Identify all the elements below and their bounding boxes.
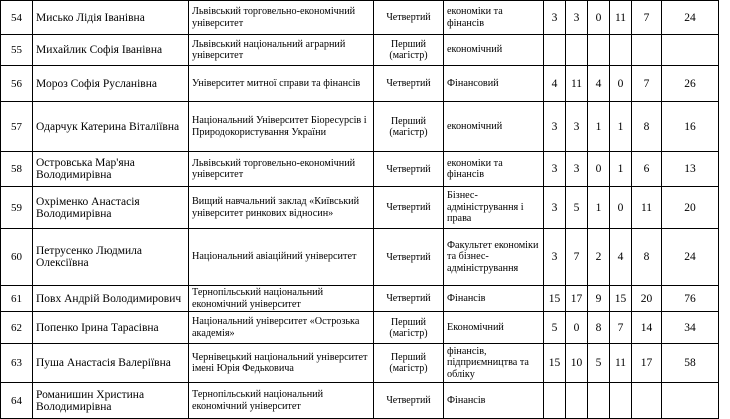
score-1: 15 bbox=[544, 286, 566, 312]
score-3: 1 bbox=[588, 102, 610, 152]
score-5: 20 bbox=[632, 286, 662, 312]
score-3: 2 bbox=[588, 229, 610, 286]
score-5 bbox=[632, 35, 662, 66]
university-name: Львівський національний аграрний університет bbox=[189, 35, 374, 66]
faculty-name: економічний bbox=[444, 102, 544, 152]
score-4: 11 bbox=[610, 344, 632, 383]
score-4: 7 bbox=[610, 312, 632, 344]
score-4: 4 bbox=[610, 229, 632, 286]
student-name: Петрусенко Людмила Олексіївна bbox=[33, 229, 189, 286]
faculty-name: фінансів, підприємництва та обліку bbox=[444, 344, 544, 383]
university-name: Вищий навчальний заклад «Київський університет ринкових відносин» bbox=[189, 187, 374, 229]
faculty-name: Економічний bbox=[444, 312, 544, 344]
faculty-name: Бізнес-адміністрування і права bbox=[444, 187, 544, 229]
university-name: Національний Університет Біоресурсів і Природокористування України bbox=[189, 102, 374, 152]
total-score: 58 bbox=[662, 344, 719, 383]
faculty-name: економіки та фінансів bbox=[444, 152, 544, 187]
row-number: 54 bbox=[1, 1, 33, 35]
table-row bbox=[1, 1, 719, 35]
score-5 bbox=[632, 383, 662, 419]
score-5: 14 bbox=[632, 312, 662, 344]
score-5: 6 bbox=[632, 152, 662, 187]
score-1: 4 bbox=[544, 66, 566, 102]
score-5: 8 bbox=[632, 102, 662, 152]
score-2: 17 bbox=[566, 286, 588, 312]
student-name: Мороз Софія Русланівна bbox=[33, 66, 189, 102]
total-score bbox=[662, 35, 719, 66]
row-number: 58 bbox=[1, 152, 33, 187]
course-year: Перший (магістр) bbox=[374, 35, 444, 66]
score-2: 3 bbox=[566, 152, 588, 187]
student-name: Романишин Христина Володимирівна bbox=[33, 383, 189, 419]
faculty-name: Фінансів bbox=[444, 286, 544, 312]
score-5: 11 bbox=[632, 187, 662, 229]
table-row bbox=[1, 187, 719, 229]
faculty-name: економіки та фінансів bbox=[444, 1, 544, 35]
student-name: Островська Мар'яна Володимирівна bbox=[33, 152, 189, 187]
score-4 bbox=[610, 383, 632, 419]
score-3 bbox=[588, 35, 610, 66]
total-score: 34 bbox=[662, 312, 719, 344]
score-3: 1 bbox=[588, 187, 610, 229]
student-name: Михайлик Софія Іванівна bbox=[33, 35, 189, 66]
score-3: 8 bbox=[588, 312, 610, 344]
score-4: 1 bbox=[610, 102, 632, 152]
faculty-name: Фінансовий bbox=[444, 66, 544, 102]
university-name: Національний університет «Острозька академія» bbox=[189, 312, 374, 344]
university-name: Львівський торговельно-економічний університет bbox=[189, 152, 374, 187]
score-1: 15 bbox=[544, 344, 566, 383]
student-name: Одарчук Катерина Віталіївна bbox=[33, 102, 189, 152]
row-number: 61 bbox=[1, 286, 33, 312]
course-year: Четвертий bbox=[374, 383, 444, 419]
course-year: Перший (магістр) bbox=[374, 344, 444, 383]
score-1: 3 bbox=[544, 187, 566, 229]
score-2 bbox=[566, 35, 588, 66]
score-1 bbox=[544, 383, 566, 419]
course-year: Четвертий bbox=[374, 1, 444, 35]
score-1: 3 bbox=[544, 1, 566, 35]
total-score: 16 bbox=[662, 102, 719, 152]
university-name: Університет митної справи та фінансів bbox=[189, 66, 374, 102]
university-name: Тернопільський національний економічний університет bbox=[189, 383, 374, 419]
faculty-name: Факультет економіки та бізнес-адміністрування bbox=[444, 229, 544, 286]
university-name: Чернівецький національний університет імені Юрія Федьковича bbox=[189, 344, 374, 383]
course-year: Четвертий bbox=[374, 66, 444, 102]
score-3: 0 bbox=[588, 1, 610, 35]
score-3: 5 bbox=[588, 344, 610, 383]
table-row bbox=[1, 66, 719, 102]
row-number: 59 bbox=[1, 187, 33, 229]
table-row bbox=[1, 312, 719, 344]
score-1: 3 bbox=[544, 152, 566, 187]
score-2: 3 bbox=[566, 102, 588, 152]
score-2: 11 bbox=[566, 66, 588, 102]
student-name: Пуша Анастасія Валеріївна bbox=[33, 344, 189, 383]
score-2: 7 bbox=[566, 229, 588, 286]
score-5: 8 bbox=[632, 229, 662, 286]
total-score: 13 bbox=[662, 152, 719, 187]
table-row bbox=[1, 344, 719, 383]
course-year: Четвертий bbox=[374, 286, 444, 312]
total-score: 76 bbox=[662, 286, 719, 312]
table-row bbox=[1, 286, 719, 312]
table-row bbox=[1, 383, 719, 419]
university-name: Львівський торговельно-економічний університет bbox=[189, 1, 374, 35]
score-2: 3 bbox=[566, 1, 588, 35]
score-4: 0 bbox=[610, 187, 632, 229]
course-year: Четвертий bbox=[374, 187, 444, 229]
table-row bbox=[1, 152, 719, 187]
score-4: 15 bbox=[610, 286, 632, 312]
total-score bbox=[662, 383, 719, 419]
score-3: 9 bbox=[588, 286, 610, 312]
student-name: Попенко Ірина Тарасівна bbox=[33, 312, 189, 344]
score-5: 7 bbox=[632, 66, 662, 102]
score-4: 11 bbox=[610, 1, 632, 35]
row-number: 60 bbox=[1, 229, 33, 286]
faculty-name: Фінансів bbox=[444, 383, 544, 419]
score-1 bbox=[544, 35, 566, 66]
score-1: 5 bbox=[544, 312, 566, 344]
score-3: 4 bbox=[588, 66, 610, 102]
score-2: 0 bbox=[566, 312, 588, 344]
score-2: 5 bbox=[566, 187, 588, 229]
score-1: 3 bbox=[544, 229, 566, 286]
score-3 bbox=[588, 383, 610, 419]
score-4: 1 bbox=[610, 152, 632, 187]
score-2 bbox=[566, 383, 588, 419]
score-4 bbox=[610, 35, 632, 66]
row-number: 55 bbox=[1, 35, 33, 66]
table-row bbox=[1, 229, 719, 286]
table-row bbox=[1, 102, 719, 152]
table-row bbox=[1, 35, 719, 66]
score-2: 10 bbox=[566, 344, 588, 383]
row-number: 62 bbox=[1, 312, 33, 344]
student-name: Повх Андрій Володимирович bbox=[33, 286, 189, 312]
student-name: Охріменко Анастасія Володимирівна bbox=[33, 187, 189, 229]
score-5: 17 bbox=[632, 344, 662, 383]
total-score: 24 bbox=[662, 229, 719, 286]
total-score: 20 bbox=[662, 187, 719, 229]
university-name: Тернопільський національний економічний університет bbox=[189, 286, 374, 312]
row-number: 63 bbox=[1, 344, 33, 383]
course-year: Четвертий bbox=[374, 152, 444, 187]
score-5: 7 bbox=[632, 1, 662, 35]
score-3: 0 bbox=[588, 152, 610, 187]
score-4: 0 bbox=[610, 66, 632, 102]
university-name: Національний авіаційний університет bbox=[189, 229, 374, 286]
total-score: 24 bbox=[662, 1, 719, 35]
course-year: Четвертий bbox=[374, 229, 444, 286]
faculty-name: економічний bbox=[444, 35, 544, 66]
course-year: Перший (магістр) bbox=[374, 312, 444, 344]
student-name: Мисько Лідія Іванівна bbox=[33, 1, 189, 35]
row-number: 57 bbox=[1, 102, 33, 152]
score-1: 3 bbox=[544, 102, 566, 152]
row-number: 64 bbox=[1, 383, 33, 419]
course-year: Перший (магістр) bbox=[374, 102, 444, 152]
total-score: 26 bbox=[662, 66, 719, 102]
row-number: 56 bbox=[1, 66, 33, 102]
